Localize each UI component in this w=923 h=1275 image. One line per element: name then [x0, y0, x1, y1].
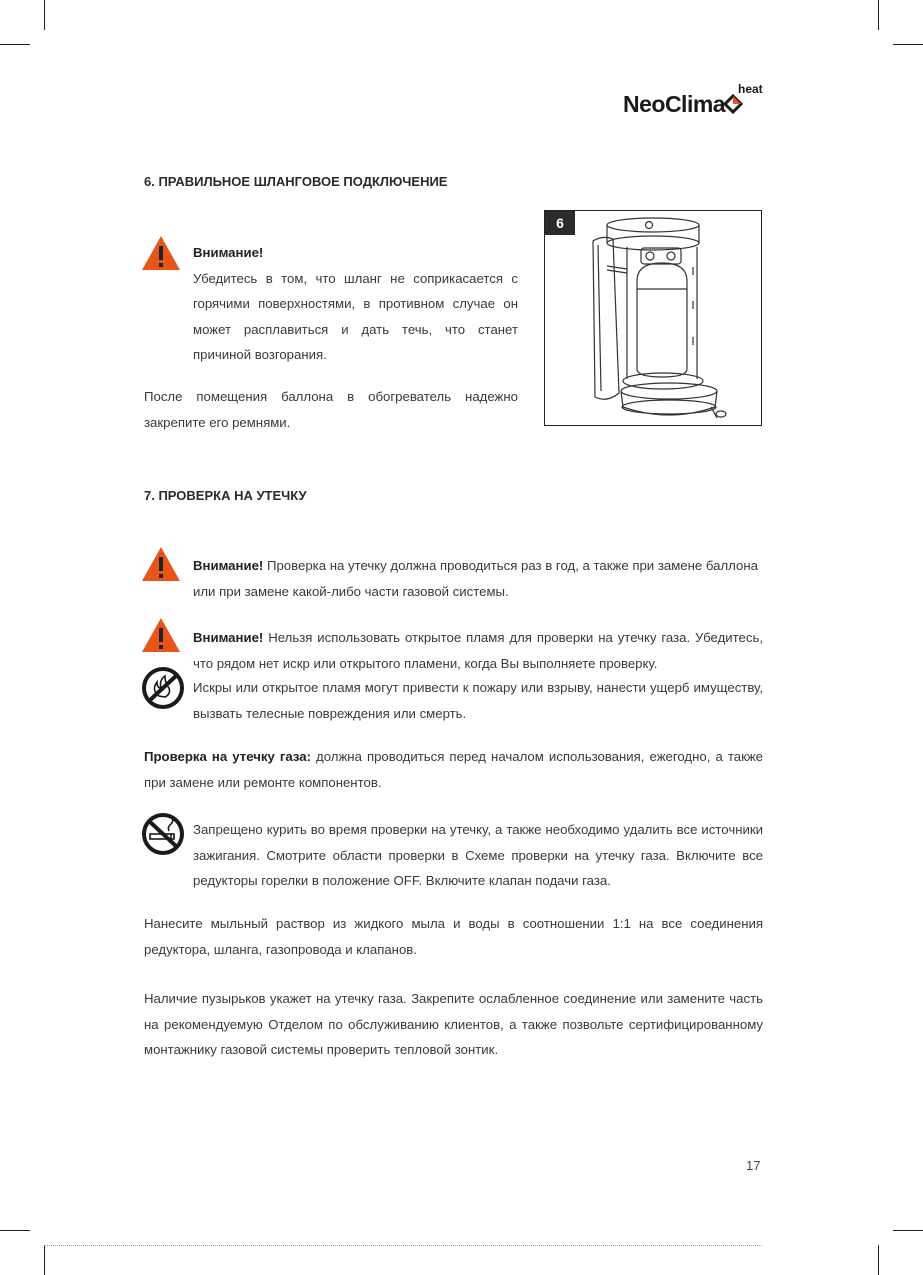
- leak-check-text: должна проводиться перед началом использования, ежегодно, а также при замене или ремонте компонентов.: [144, 749, 763, 790]
- no-smoking-icon: [141, 812, 185, 856]
- section-7-title: 7. ПРОВЕРКА НА УТЕЧКУ: [144, 488, 307, 503]
- crop-mark: [44, 1245, 45, 1275]
- warning-label: Внимание!: [193, 558, 264, 573]
- brand-sub: heat: [738, 82, 763, 96]
- crop-mark: [878, 0, 879, 30]
- crop-mark: [44, 0, 45, 30]
- warning-icon: [141, 235, 181, 271]
- crop-mark: [878, 1245, 879, 1275]
- brand-diamond-icon: [723, 94, 743, 114]
- no-flame-icon: [141, 666, 185, 710]
- leak-check-paragraph: [144, 744, 763, 795]
- no-smoking-paragraph: Запрещено курить во время проверки на утечку, а также необходимо удалить все источники зажигания. Смотрите области проверки в Схеме проверки на утечку газа. Включите все редукторы горелки в положение OFF. Включите клапан подачи газа.: [193, 822, 763, 888]
- leak-check-label: Проверка на утечку газа:: [144, 749, 311, 764]
- section-6-title: 6. ПРАВИЛЬНОЕ ШЛАНГОВОЕ ПОДКЛЮЧЕНИЕ: [144, 174, 448, 189]
- warning-label: Внимание!: [193, 630, 264, 645]
- bubbles-paragraph: Наличие пузырьков укажет на утечку газа. Закрепите ослабленное соединение или замените часть на рекомендуемую Отделом по обслуживанию клиентов, а также позвольте сертифицированному монтажнику газовой системы проверить тепловой зонтик.: [144, 991, 763, 1057]
- warning-text: Проверка на утечку должна проводиться раз в год, а также при замене баллона или при замене какой-либо части газовой системы.: [193, 558, 758, 599]
- warning-icon: [141, 546, 181, 582]
- section-7-warning-2-extra: Искры или открытое пламя могут привести к пожару или взрыву, нанести ущерб имуществу, вызвать телесные повреждения или смерть.: [193, 680, 763, 721]
- footer-dotted-line: [44, 1245, 762, 1246]
- section-7-warning-1: [193, 553, 763, 604]
- crop-mark: [893, 1230, 923, 1231]
- warning-text: Нельзя использовать открытое пламя для проверки на утечку газа. Убедитесь, что рядом нет искр или открытого пламени, когда Вы выполняете проверку.: [193, 630, 763, 671]
- warning-text: Убедитесь в том, что шланг не соприкасается с горячими поверхностями, в противном случае он может расплавиться и дать течь, что станет причиной возгорания.: [193, 270, 518, 362]
- section-6-body: После помещения баллона в обогреватель надежно закрепите его ремнями.: [144, 389, 518, 430]
- figure-6: [544, 210, 762, 426]
- section-6-warning: [193, 240, 518, 368]
- heater-cylinder-illustration: [545, 211, 760, 424]
- page-number: 17: [746, 1158, 761, 1173]
- warning-icon: [141, 617, 181, 653]
- brand-logo: [623, 84, 768, 120]
- crop-mark: [893, 44, 923, 45]
- figure-number: 6: [545, 211, 575, 235]
- brand-name: NeoClima: [623, 91, 726, 117]
- crop-mark: [0, 1230, 30, 1231]
- soap-solution-paragraph: Нанесите мыльный раствор из жидкого мыла и воды в соотношении 1:1 на все соединения редуктора, шланга, газопровода и клапанов.: [144, 916, 763, 957]
- section-7-warning-2: [193, 625, 763, 676]
- crop-mark: [0, 44, 30, 45]
- warning-label: Внимание!: [193, 245, 264, 260]
